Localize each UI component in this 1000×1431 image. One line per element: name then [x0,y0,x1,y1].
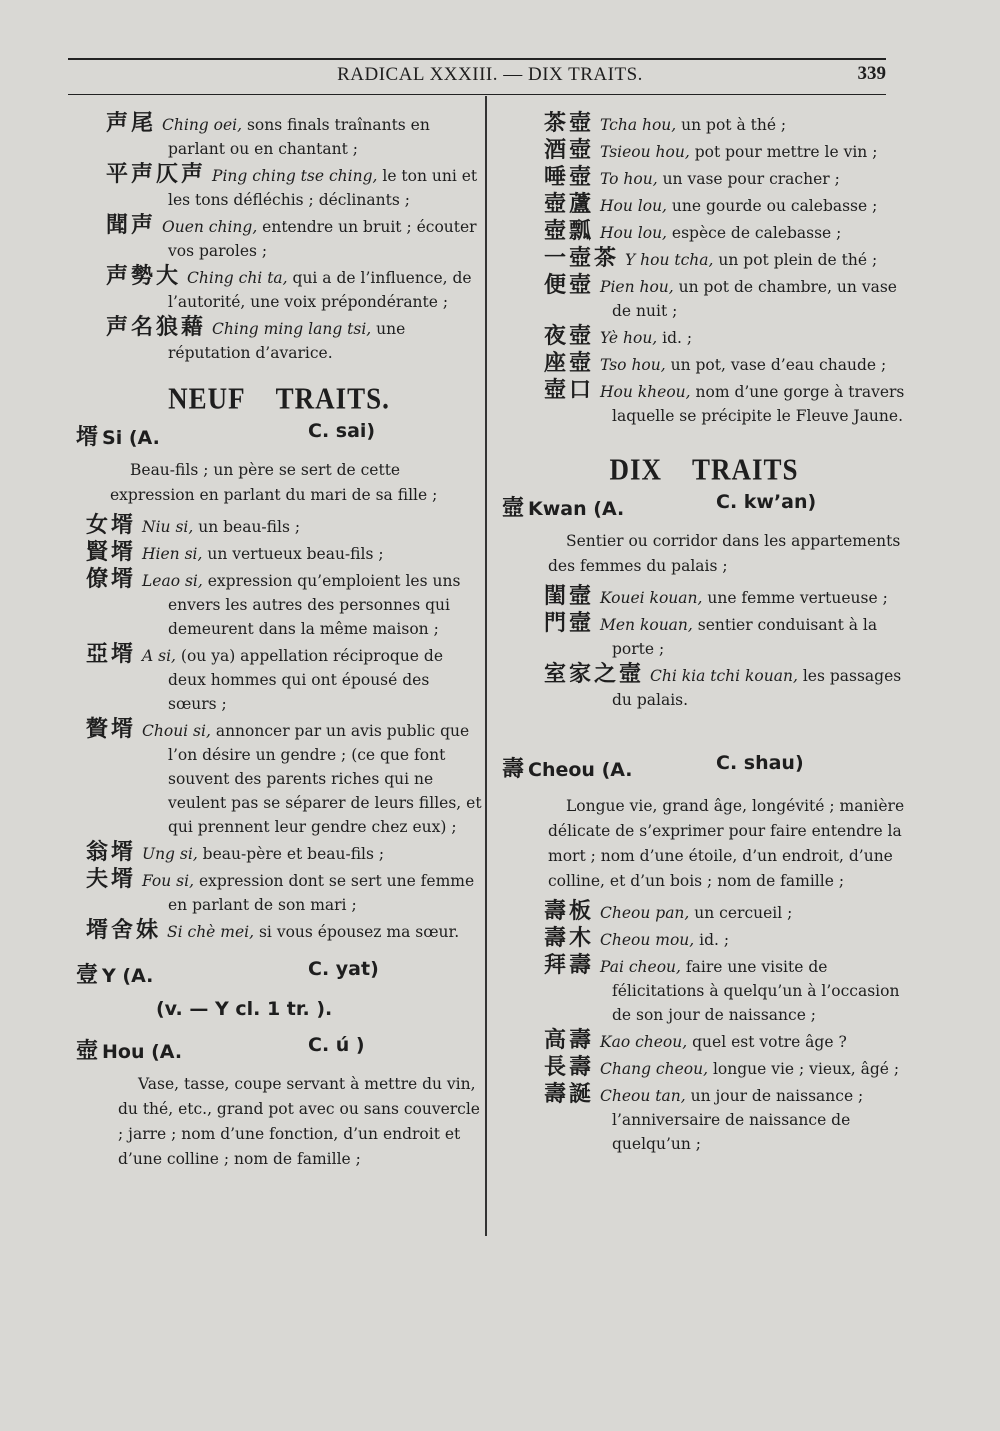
entry: 声名狼藉 Ching ming lang tsi, une réputation d’avarice. [106,315,406,362]
cross-reference-y: (v. — Y cl. 1 tr. ). [156,998,333,1020]
entries-hou [502,112,906,428]
column-divider [485,96,487,1236]
entry: 壺瓢 Hou lou, espèce de calebasse ; [544,219,842,244]
entries-cheou [502,900,906,1156]
entry: 座壺 Tso hou, un pot, vase d’eau chaude ; [544,351,887,376]
definition-cheou: Longue vie, grand âge, longévité ; manière délicate de s’exprimer pour faire entendre la mort ; nom d’une étoile, d’un endroit, d’une colline, et d’un bois ; nom de famille ; [548,797,905,890]
entries-ching [76,112,482,365]
running-header: RADICAL XXXIII. — DIX TRAITS. [337,64,643,85]
entry: 壽板 Cheou pan, un cercueil ; [544,899,793,924]
headword-cheou: 壽 Cheou (A. C. shau) [502,752,804,782]
entry: 壻舍妹 Si chè mei, si vous épousez ma sœur. [86,918,460,943]
entry: 酒壺 Tsieou hou, pot pour mettre le vin ; [544,138,878,163]
section-title-dix-traits: DIX TRAITS [609,451,799,487]
definition-hou: Vase, tasse, coupe servant à mettre du vin, du thé, etc., grand pot avec ou sans couvercle ; jarre ; nom d’une fonction, d’un endroit et d’une colline ; nom de famille ; [118,1075,480,1168]
entry: 茶壺 Tcha hou, un pot à thé ; [544,111,787,136]
entry: 女壻 Niu si, un beau-fils ; [86,513,301,538]
entry: 僚壻 Leao si, expression qu’emploient les uns envers les autres des personnes qui demeurent dans la même maison ; [86,567,461,638]
definition-si: Beau-fils ; un père se sert de cette expression en parlant du mari de sa fille ; [110,461,438,504]
entry: 賢壻 Hien si, un vertueux beau-fils ; [86,540,384,565]
page-number: 339 [857,63,886,84]
entry: 閨壼 Kouei kouan, une femme vertueuse ; [544,584,888,609]
entry: 声尾 Ching oei, sons finals traînants en parlant ou en chantant ; [106,111,430,158]
entry: 夜壺 Yè hou, id. ; [544,324,693,349]
entry: 平声仄声 Ping ching tse ching, le ton uni et les tons défléchis ; déclinants ; [106,162,478,209]
top-rule [68,58,886,60]
entry: 壽誕 Cheou tan, un jour de naissance ; l’anniversaire de naissance de quelqu’un ; [544,1082,864,1153]
entry: 聞声 Ouen ching, entendre un bruit ; écouter vos paroles ; [106,213,477,260]
entry: 一壺茶 Y hou tcha, un pot plein de thé ; [544,246,878,271]
entry: 壺蘆 Hou lou, une gourde ou calebasse ; [544,192,878,217]
entry: 高壽 Kao cheou, quel est votre âge ? [544,1028,847,1053]
headword-si: 壻 Si (A. C. sai) [76,420,376,450]
entry: 贅壻 Choui si, annoncer par un avis public que l’on désire un gendre ; (ce que font souvent des parents riches qui ne veulent pas se séparer de leurs filles, et qui prennent leur gendre chez eux) ; [86,717,482,836]
entry: 声勢大 Ching chi ta, qui a de l’influence, de l’autorité, une voix prépondérante ; [106,264,472,311]
section-title-neuf-traits: NEUF TRAITS. [168,380,390,416]
entry: 門壼 Men kouan, sentier conduisant à la porte ; [544,611,878,658]
entries-si [76,514,482,944]
entry: 翁壻 Ung si, beau-père et beau-fils ; [86,840,385,865]
entry: 長壽 Chang cheou, longue vie ; vieux, âgé ; [544,1055,900,1080]
entry: 唾壺 To hou, un vase pour cracher ; [544,165,840,190]
entry: 拜壽 Pai cheou, faire une visite de félicitations à quelqu’un à l’occasion de son jour de naissance ; [544,953,900,1024]
header-rule [68,94,886,95]
entry: 夫壻 Fou si, expression dont se sert une femme en parlant de son mari ; [86,867,475,914]
entry: 壺口 Hou kheou, nom d’une gorge à travers laquelle se précipite le Fleuve Jaune. [544,378,905,425]
entry: 壽木 Cheou mou, id. ; [544,926,730,951]
entries-kwan [502,585,906,712]
entry: 亞壻 A si, (ou ya) appellation réciproque de deux hommes qui ont épousé des sœurs ; [86,642,443,713]
right-column [502,112,906,1158]
headword-hou: 壺 Hou (A. C. ú ) [76,1034,365,1064]
definition-kwan: Sentier ou corridor dans les appartements des femmes du palais ; [548,532,901,575]
entry: 室家之壼 Chi kia tchi kouan, les passages du palais. [544,662,902,709]
headword-y: 壹 Y (A. C. yat) [76,958,379,988]
headword-kwan: 壼 Kwan (A. C. kw’an) [502,491,817,521]
left-column [76,112,482,1178]
entry: 便壺 Pien hou, un pot de chambre, un vase de nuit ; [544,273,897,320]
